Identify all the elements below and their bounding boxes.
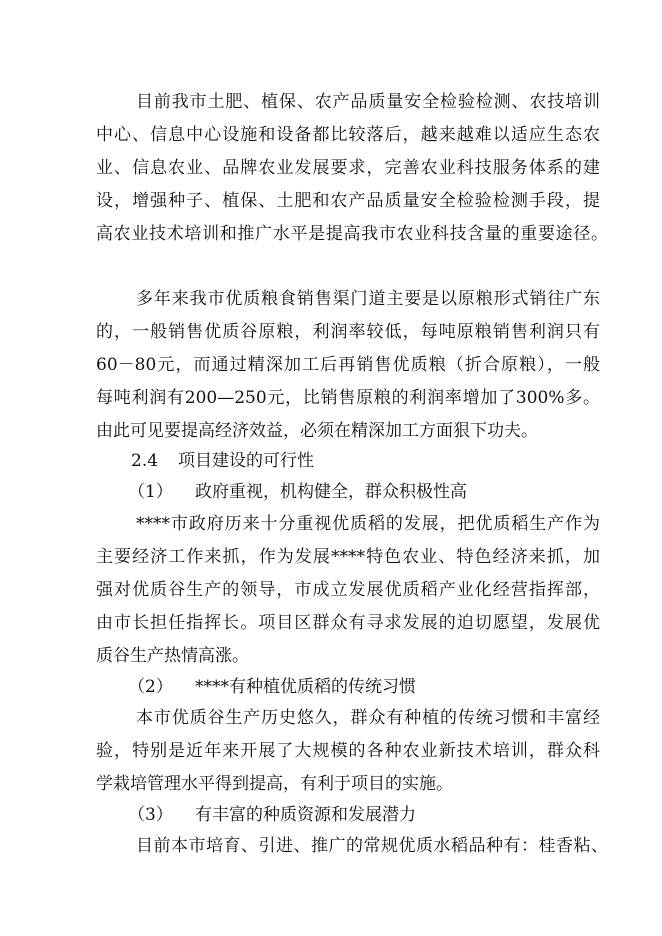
para1-line-3: 业、信息农业、品牌农业发展要求，完善农业科技服务体系的建 — [96, 158, 600, 178]
para2-line-2: 的，一般销售优质谷原粮，利润率较低，每吨原粮销售利润只有 — [96, 322, 600, 342]
para1-line-4: 设，增强种子、植保、土肥和农产品质量安全检验检测手段，提 — [96, 191, 600, 211]
para2-line-4: 每吨利润有200—250元，比销售原粮的利润率增加了300%多。 — [96, 388, 600, 408]
item3-number: （3） — [128, 805, 173, 825]
para2-line-5: 由此可见要提高经济效益，必须在精深加工方面狠下功夫。 — [96, 421, 538, 441]
para1-line-5: 高农业技术培训和推广水平是提高我市农业科技含量的重要途径。 — [96, 224, 608, 244]
item2-line-2: 验，特别是近年来开展了大规模的各种农业新技术培训，群众科 — [96, 741, 600, 761]
para1-line-1: 目前我市土肥、植保、农产品质量安全检验检测、农技培训 — [136, 92, 600, 112]
item1-title: 政府重视，机构健全，群众积极性高 — [195, 482, 467, 502]
item1-number: （1） — [128, 482, 173, 502]
para2-line-1: 多年来我市优质粮食销售渠门道主要是以原粮形式销往广东 — [136, 289, 600, 309]
item1-line-2: 主要经济工作来抓，作为发展****特色农业、特色经济来抓，加 — [96, 547, 600, 567]
item1-line-4: 由市长担任指挥长。项目区群众有寻求发展的迫切愿望，发展优 — [96, 613, 600, 633]
para1-line-2: 中心、信息中心设施和设备都比较落后，越来越难以适应生态农 — [96, 125, 600, 145]
item1-line-1: ****市政府历来十分重视优质稻的发展，把优质稻生产作为 — [136, 514, 600, 534]
item3-title: 有丰富的种质资源和发展潜力 — [195, 805, 416, 825]
item2-number: （2） — [128, 677, 173, 697]
item2-line-3: 学栽培管理水平得到提高，有利于项目的实施。 — [96, 774, 453, 794]
item3-line-1: 目前本市培育、引进、推广的常规优质水稻品种有：桂香粘、 — [136, 836, 608, 856]
section-number: 2.4 — [131, 451, 159, 471]
item2-title: ****有种植优质稻的传统习惯 — [195, 677, 416, 697]
item2-line-1: 本市优质谷生产历史悠久，群众有种植的传统习惯和丰富经 — [136, 708, 600, 728]
para2-line-3: 60－80元，而通过精深加工后再销售优质粮（折合原粮），一般 — [96, 355, 600, 375]
item1-line-3: 强对优质谷生产的领导，市成立发展优质稻产业化经营指挥部， — [96, 580, 600, 600]
item1-line-5: 质谷生产热情高涨。 — [96, 646, 249, 666]
section-title: 项目建设的可行性 — [178, 451, 314, 471]
